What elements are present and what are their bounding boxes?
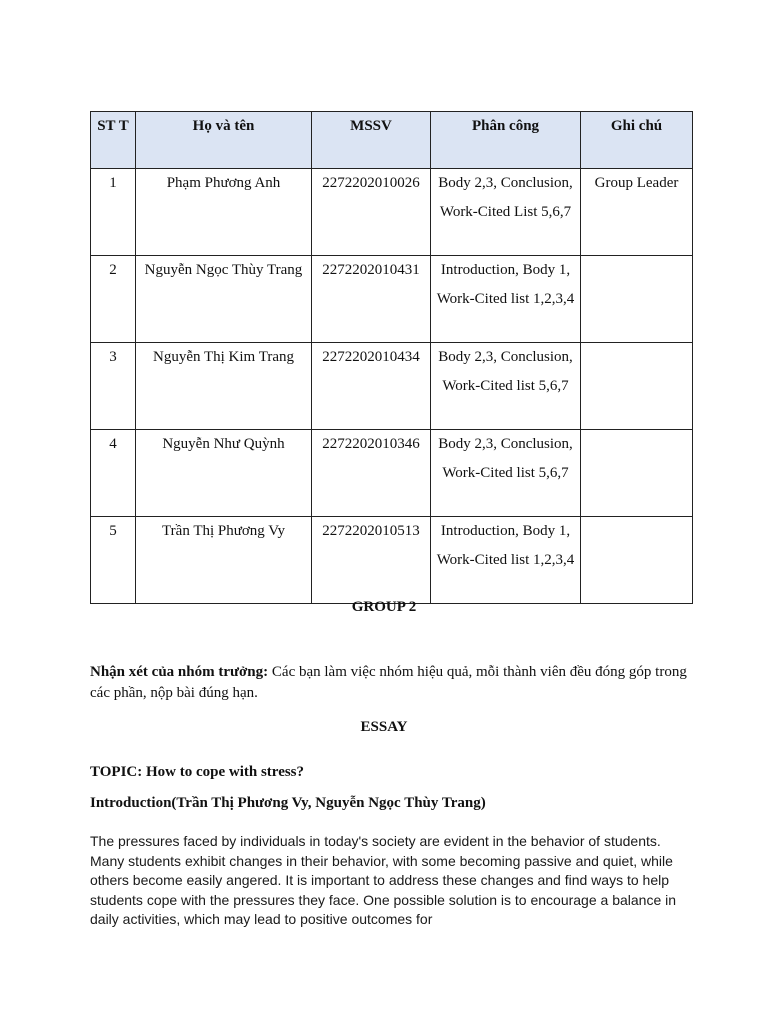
cell-mssv: 2272202010513 [312,517,431,604]
header-name: Họ và tên [136,112,312,169]
cell-mssv: 2272202010026 [312,169,431,256]
header-task: Phân công [431,112,581,169]
essay-topic: TOPIC: How to cope with stress? [90,764,305,780]
table-header-row [91,112,693,169]
header-stt: ST T [91,112,136,169]
table-row [91,343,693,430]
cell-mssv: 2272202010431 [312,256,431,343]
cell-stt: 1 [91,169,136,256]
cell-task: Body 2,3, Conclusion, Work-Cited list 5,6,7 [431,430,581,517]
cell-note [581,430,693,517]
cell-name: Nguyễn Ngọc Thùy Trang [136,256,312,343]
table-row [91,430,693,517]
cell-mssv: 2272202010346 [312,430,431,517]
cell-stt: 3 [91,343,136,430]
member-table [90,111,693,604]
cell-task: Body 2,3, Conclusion, Work-Cited list 5,6,7 [431,343,581,430]
group-label: GROUP 2 [351,599,417,615]
cell-task: Introduction, Body 1, Work-Cited list 1,2,3,4 [431,256,581,343]
cell-note [581,343,693,430]
essay-title: ESSAY [360,719,408,735]
introduction-heading: Introduction(Trần Thị Phương Vy, Nguyễn Ngọc Thùy Trang) [90,795,486,811]
cell-task: Body 2,3, Conclusion, Work-Cited List 5,6,7 [431,169,581,256]
table-row [91,256,693,343]
leader-remark [90,662,690,704]
cell-name: Nguyễn Như Quỳnh [136,430,312,517]
cell-note [581,517,693,604]
cell-note: Group Leader [581,169,693,256]
cell-name: Nguyễn Thị Kim Trang [136,343,312,430]
cell-stt: 2 [91,256,136,343]
introduction-paragraph: The pressures faced by individuals in today's society are evident in the behavior of students. Many students exhibit changes in their behavior, with some becoming passive and quiet, while others become easily angered. It is important to address these changes and find ways to help students cope with the pressures they face. One possible solution is to encourage a balance in daily activities, which may lead to positive outcomes for [90,833,677,928]
cell-note [581,256,693,343]
cell-task: Introduction, Body 1, Work-Cited list 1,2,3,4 [431,517,581,604]
cell-stt: 5 [91,517,136,604]
table-row [91,517,693,604]
remark-label: Nhận xét của nhóm trưởng: [90,664,269,680]
cell-mssv: 2272202010434 [312,343,431,430]
table-row [91,169,693,256]
header-note: Ghi chú [581,112,693,169]
remark-text: Các bạn làm việc nhóm hiệu quả, mỗi thành viên đều đóng góp trong các phần, nộp bài đúng hạn. [90,664,687,701]
header-mssv: MSSV [312,112,431,169]
cell-name: Trần Thị Phương Vy [136,517,312,604]
cell-name: Phạm Phương Anh [136,169,312,256]
cell-stt: 4 [91,430,136,517]
